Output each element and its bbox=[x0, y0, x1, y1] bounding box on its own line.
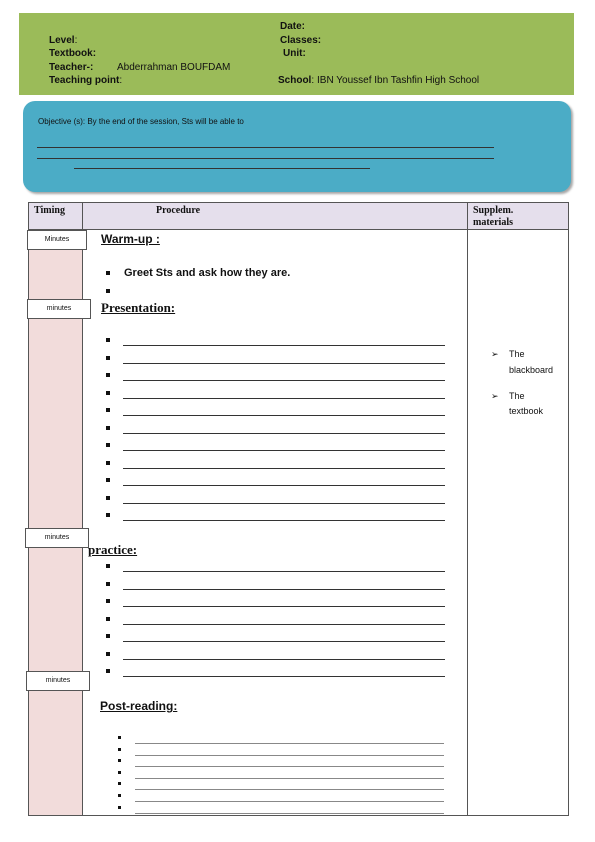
answer-line bbox=[123, 676, 445, 677]
minutes-box-practice: minutes bbox=[25, 528, 89, 548]
answer-line bbox=[135, 766, 444, 767]
objective-box bbox=[23, 101, 571, 192]
unit-label: Unit: bbox=[283, 48, 306, 59]
bullet bbox=[106, 426, 110, 430]
material-item-textbook-1: The bbox=[509, 391, 525, 401]
presentation-title: Presentation: bbox=[101, 300, 176, 315]
answer-line bbox=[123, 398, 445, 399]
arrow-icon: ➢ bbox=[491, 349, 499, 359]
minutes-box-postreading: minutes bbox=[26, 671, 90, 691]
answer-line bbox=[123, 503, 445, 504]
answer-line bbox=[135, 755, 444, 756]
bullet bbox=[118, 748, 121, 751]
warmup-item: Greet Sts and ask how they are. bbox=[124, 267, 291, 279]
table-header-row bbox=[29, 203, 568, 230]
timing-column bbox=[29, 203, 83, 815]
minutes-box-presentation: minutes bbox=[27, 299, 91, 319]
answer-line bbox=[123, 363, 445, 364]
answer-line bbox=[123, 571, 445, 572]
material-item-blackboard-2: blackboard bbox=[509, 365, 554, 375]
column-divider bbox=[467, 203, 468, 815]
objective-line bbox=[74, 168, 370, 169]
bullet bbox=[118, 759, 121, 762]
answer-line bbox=[123, 485, 445, 486]
bullet bbox=[106, 338, 110, 342]
answer-line bbox=[123, 415, 445, 416]
answer-line bbox=[123, 641, 445, 642]
textbook-label: Textbook: bbox=[49, 48, 97, 59]
classes-label: Classes: bbox=[280, 35, 322, 46]
bullet bbox=[106, 289, 110, 293]
bullet bbox=[118, 782, 121, 785]
bullet bbox=[106, 599, 110, 603]
answer-line bbox=[123, 589, 445, 590]
answer-line bbox=[135, 789, 444, 790]
answer-line bbox=[123, 450, 445, 451]
arrow-icon: ➢ bbox=[491, 391, 499, 401]
bullet bbox=[106, 461, 110, 465]
answer-line bbox=[123, 659, 445, 660]
bullet bbox=[118, 794, 121, 797]
timing-header: Timing bbox=[34, 205, 65, 216]
school-name: IBN Youssef Ibn Tashfin High School bbox=[317, 75, 480, 86]
teacher-name: Abderrahman BOUFDAM bbox=[117, 62, 231, 73]
bullet bbox=[106, 478, 110, 482]
answer-line bbox=[135, 743, 444, 744]
practice-title: practice: bbox=[88, 542, 138, 557]
material-item-textbook-2: textbook bbox=[509, 406, 544, 416]
answer-line bbox=[135, 778, 444, 779]
answer-line bbox=[123, 468, 445, 469]
teacher-label: Teacher-: bbox=[49, 62, 94, 73]
objective-line bbox=[37, 147, 494, 148]
warmup-title: Warm-up : bbox=[101, 232, 160, 246]
material-item-blackboard-1: The bbox=[509, 349, 525, 359]
bullet bbox=[106, 271, 110, 275]
bullet bbox=[118, 771, 121, 774]
answer-line bbox=[123, 380, 445, 381]
bullet bbox=[106, 564, 110, 568]
bullet bbox=[106, 513, 110, 517]
bullet bbox=[106, 634, 110, 638]
postreading-title: Post-reading: bbox=[100, 699, 178, 713]
bullet bbox=[106, 443, 110, 447]
answer-line bbox=[123, 624, 445, 625]
objective-line bbox=[37, 158, 494, 159]
objective-label: Objective (s): By the end of the session, Sts will be able to bbox=[38, 117, 244, 126]
column-divider bbox=[82, 203, 83, 815]
lesson-header bbox=[19, 13, 574, 95]
materials-header: materials bbox=[473, 217, 513, 228]
bullet bbox=[106, 652, 110, 656]
bullet bbox=[106, 496, 110, 500]
answer-line bbox=[123, 606, 445, 607]
bullet bbox=[106, 391, 110, 395]
bullet bbox=[106, 582, 110, 586]
date-label: Date: bbox=[280, 21, 306, 32]
minutes-box-warmup: Minutes bbox=[27, 230, 87, 250]
answer-line bbox=[123, 520, 445, 521]
bullet bbox=[106, 356, 110, 360]
teaching-point-label: Teaching point: bbox=[49, 75, 123, 86]
bullet bbox=[106, 373, 110, 377]
answer-line bbox=[123, 345, 445, 346]
answer-line bbox=[135, 801, 444, 802]
lesson-plan-table bbox=[28, 202, 569, 816]
answer-line bbox=[135, 813, 444, 814]
bullet bbox=[118, 736, 121, 739]
bullet bbox=[118, 806, 121, 809]
level-label: Level: bbox=[49, 35, 78, 46]
bullet bbox=[106, 408, 110, 412]
bullet bbox=[106, 617, 110, 621]
bullet bbox=[106, 669, 110, 673]
school-label: School: bbox=[278, 75, 315, 86]
procedure-header: Procedure bbox=[156, 205, 201, 216]
supplem-header: Supplem. bbox=[473, 205, 514, 216]
answer-line bbox=[123, 433, 445, 434]
